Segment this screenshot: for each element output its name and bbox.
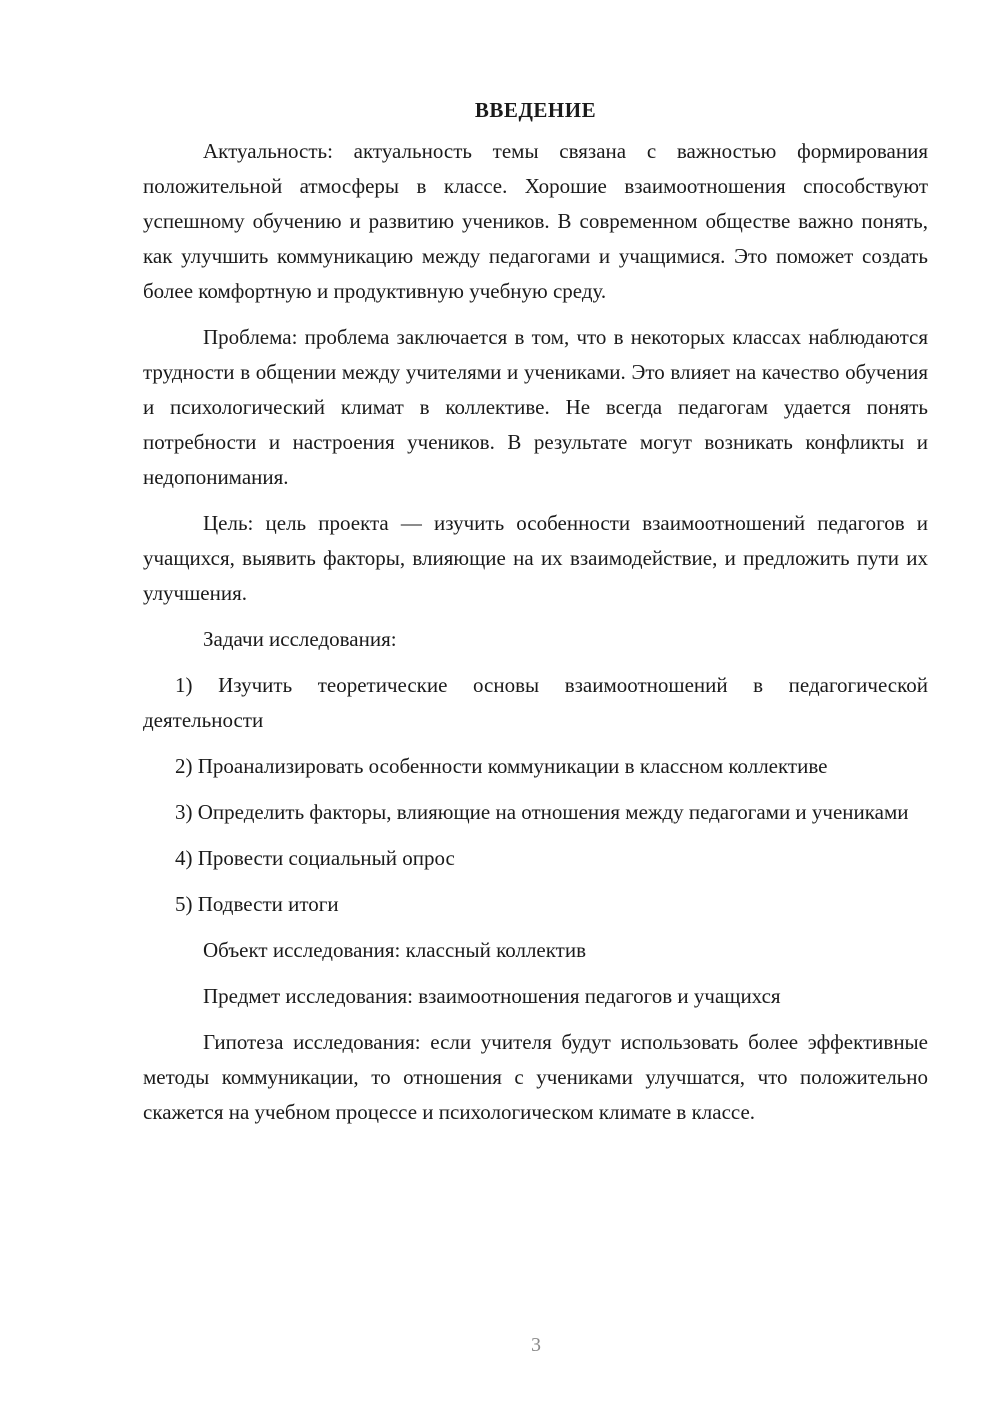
relevance-paragraph: Актуальность: актуальность темы связана с важностью формирования положительной атмосферы в классе. Хорошие взаимоотношения способствуют успешному обучению и развитию учеников. В современном обществе важно понять, как улучшить коммуникацию между педагогами и учащимися. Это поможет создать более комфортную и продуктивную учебную среду. [143, 139, 928, 303]
problem-paragraph: Проблема: проблема заключается в том, что в некоторых классах наблюдаются трудности в общении между учителями и учениками. Это влияет на качество обучения и психологический климат в коллективе. Не всегда педагогам удается понять потребности и настроения учеников. В результате могут возникать конфликты и недопонимания. [143, 325, 928, 489]
task-item-1: 1) Изучить теоретические основы взаимоотношений в педагогической деятельности [143, 673, 928, 732]
task-item-5: 5) Подвести итоги [175, 892, 339, 916]
tasks-heading: Задачи исследования: [203, 627, 397, 651]
research-subject: Предмет исследования: взаимоотношения педагогов и учащихся [203, 984, 781, 1008]
page-content [143, 96, 928, 1141]
task-item-4: 4) Провести социальный опрос [175, 846, 455, 870]
research-object: Объект исследования: классный коллектив [203, 938, 587, 962]
task-item-3: 3) Определить факторы, влияющие на отношения между педагогами и учениками [175, 800, 909, 824]
task-item-2: 2) Проанализировать особенности коммуникации в классном коллективе [175, 754, 828, 778]
page-number: 3 [531, 1334, 541, 1356]
page-title: ВВЕДЕНИЕ [474, 98, 597, 122]
goal-paragraph: Цель: цель проекта — изучить особенности взаимоотношений педагогов и учащихся, выявить факторы, влияющие на их взаимодействие, и предложить пути их улучшения. [143, 511, 928, 605]
hypothesis-paragraph: Гипотеза исследования: если учителя будут использовать более эффективные методы коммуникации, то отношения с учениками улучшатся, что положительно скажется на учебном процессе и психологическом климате в классе. [143, 1030, 928, 1124]
